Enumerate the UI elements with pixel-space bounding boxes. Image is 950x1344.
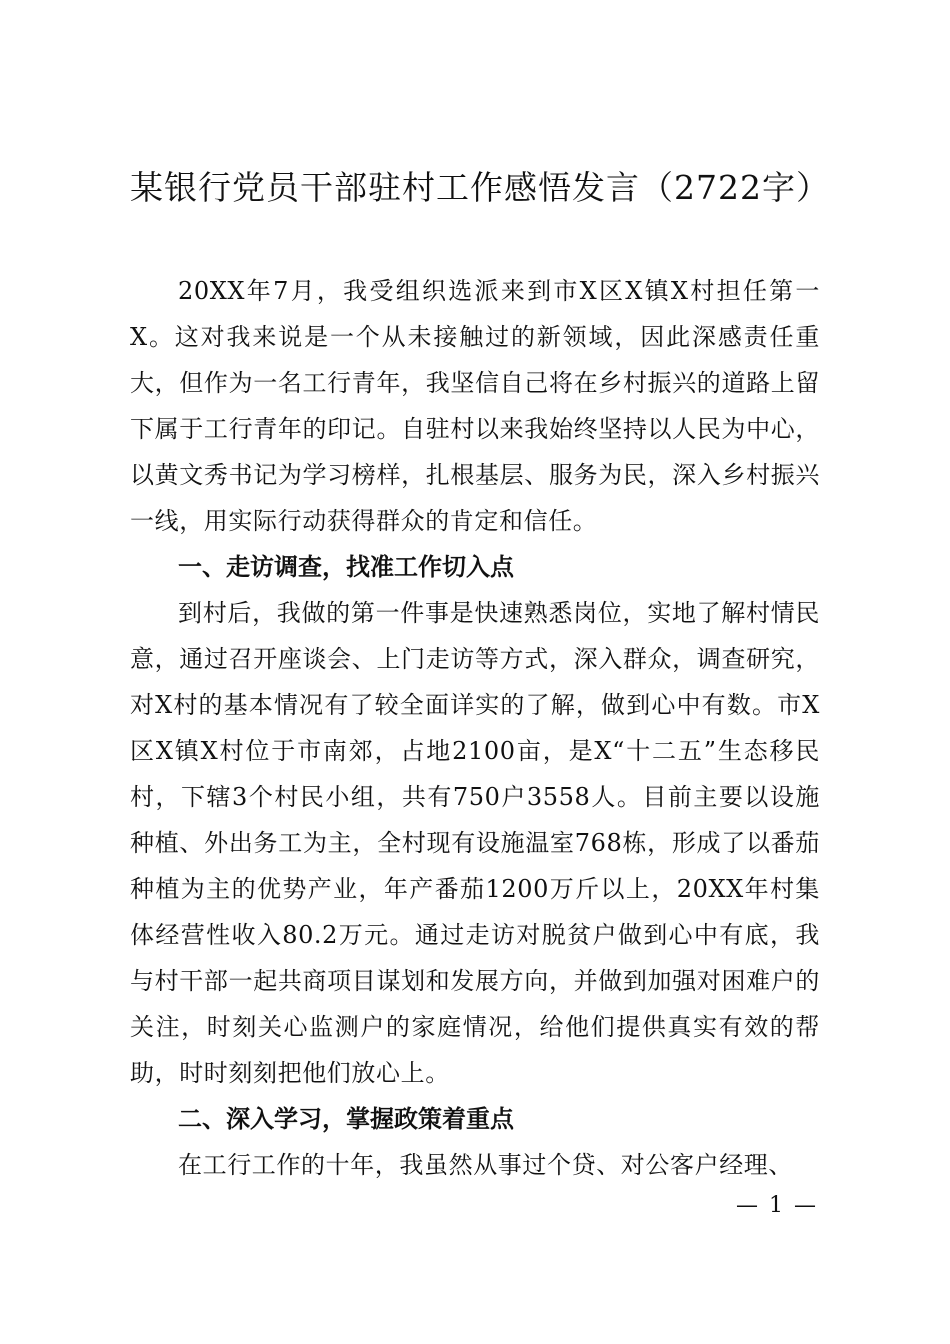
document-title: 某银行党员干部驻村工作感悟发言（2722字） [130, 168, 830, 207]
paragraph-section-2-start: 在工行工作的十年，我虽然从事过个贷、对公客户经理、 [178, 1151, 793, 1179]
section-heading-1: 一、走访调查，找准工作切入点 [178, 553, 514, 581]
section-heading-2: 二、深入学习，掌握政策着重点 [178, 1105, 514, 1133]
document-body [130, 268, 820, 1188]
paragraph-intro: 20XX年7月，我受组织选派来到市X区X镇X村担任第一X。这对我来说是一个从未接触过的新领域，因此深感责任重大，但作为一名工行青年，我坚信自己将在乡村振兴的道路上留下属于工行青年的印记。自驻村以来我始终坚持以人民为中心，以黄文秀书记为学习榜样，扎根基层、服务为民，深入乡村振兴一线，用实际行动获得群众的肯定和信任。 [130, 277, 820, 535]
page-number: — 1 — [736, 1193, 818, 1218]
paragraph-section-1: 到村后，我做的第一件事是快速熟悉岗位，实地了解村情民意，通过召开座谈会、上门走访等方式，深入群众，调查研究，对X村的基本情况有了较全面详实的了解，做到心中有数。市X区X镇X村位于市南郊，占地2100亩，是X“十二五”生态移民村，下辖3个村民小组，共有750户3558人。目前主要以设施种植、外出务工为主，全村现有设施温室768栋，形成了以番茄种植为主的优势产业，年产番茄1200万斤以上，20XX年村集体经营性收入80.2万元。通过走访对脱贫户做到心中有底，我与村干部一起共商项目谋划和发展方向，并做到加强对困难户的关注，时刻关心监测户的家庭情况，给他们提供真实有效的帮助，时时刻刻把他们放心上。 [130, 599, 820, 1087]
